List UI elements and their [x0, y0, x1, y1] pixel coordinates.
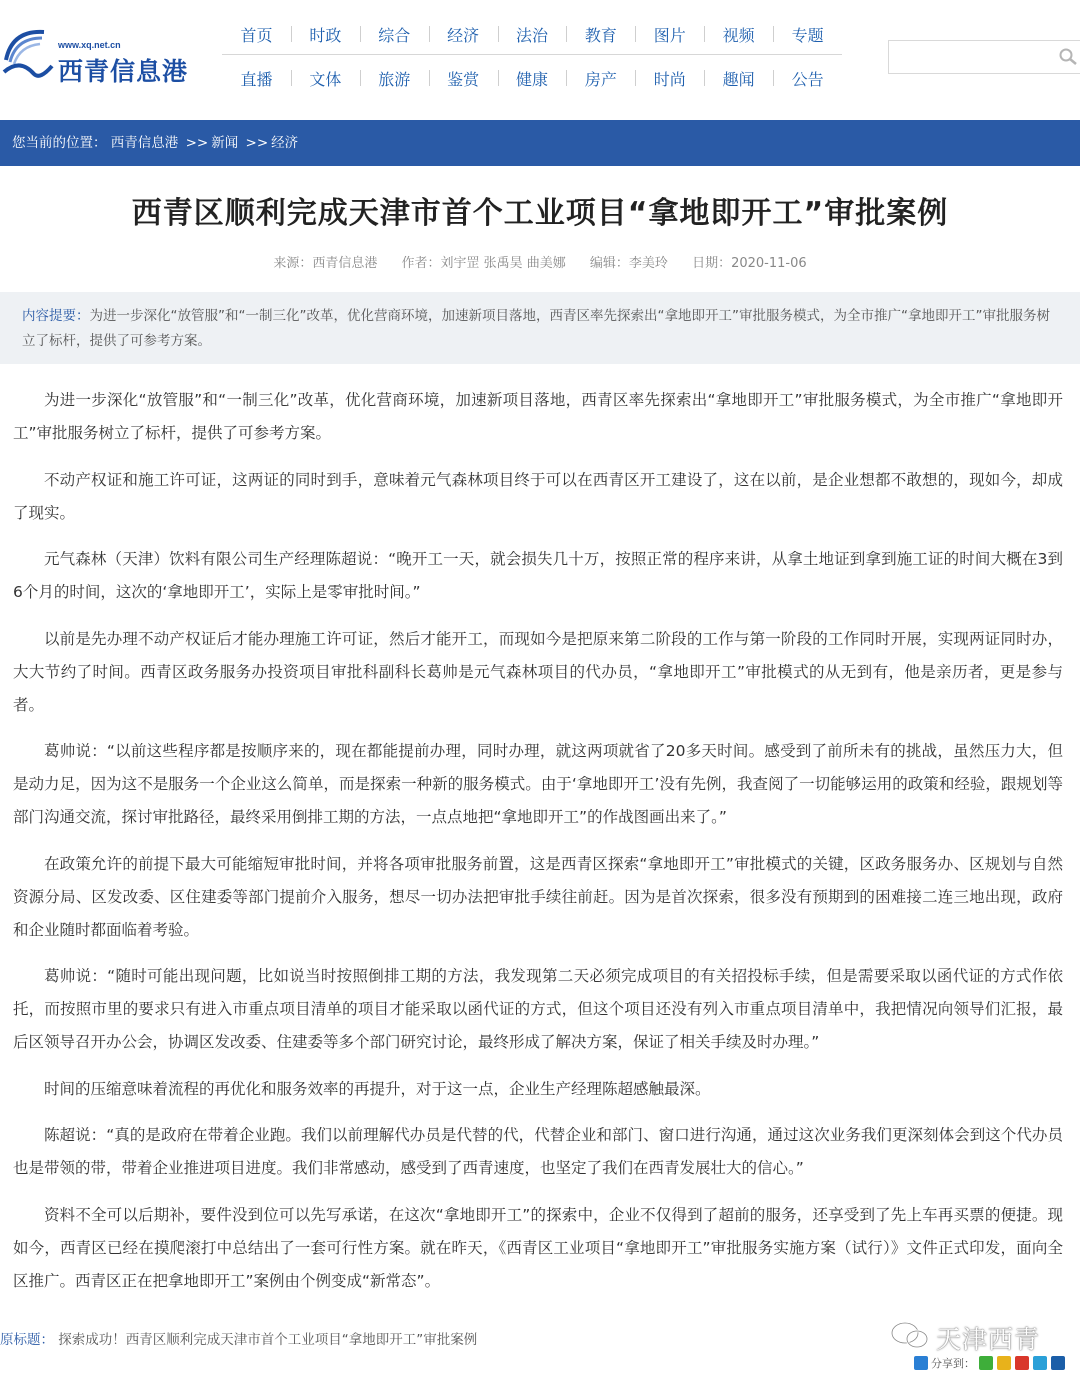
nav-pictures[interactable]: 图片 — [635, 23, 704, 46]
article-paragraph: 资料不全可以后期补，要件没到位可以先写承诺，在这次“拿地即开工”的探索中，企业不仅得到了超前的服务，还享受到了先上车再买票的便捷。现如今，西青区已经在摸爬滚打中总结出了一套可行性方案。就在昨天，《西青区工业项目“拿地即开工”审批服务实施方案（试行）》文件正式印发，面向全区推广。西青区正在把拿地即开工”案例由个例变成“新常态”。 — [13, 1205, 1063, 1290]
weibo-share-icon[interactable] — [1015, 1356, 1029, 1370]
article-paragraph: 以前是先办理不动产权证后才能办理施工许可证，然后才能开工，而现如今是把原来第二阶段的工作与第一阶段的工作同时开展，实现两证同时办，大大节约了时间。西青区政务服务办投资项目审批科副科长葛帅是元气森林项目的代办员，“拿地即开工”审批模式的从无到有，他是亲历者，更是参与者。 — [13, 629, 1063, 714]
article-author: 作者：刘宇罡 张禹昊 曲美娜 — [401, 256, 566, 271]
search-input[interactable] — [889, 41, 1055, 71]
site-header — [0, 0, 1080, 120]
nav-law[interactable]: 法治 — [498, 23, 567, 46]
share-label: 分享到： — [931, 1357, 975, 1370]
article-paragraph: 陈超说：“真的是政府在带着企业跑。我们以前理解代办员是代替的代，代替企业和部门、窗口进行沟通，通过这次业务我们更深刻体会到这个代办员也是带领的带，带着企业推进项目进度。我们非常感动，感受到了西青速度，也坚定了我们在西青发展壮大的信心。” — [13, 1126, 1063, 1177]
logo-name: 西青信息港 — [58, 57, 189, 86]
nav-notices[interactable]: 公告 — [773, 67, 842, 90]
article-summary — [0, 292, 1080, 364]
logo-url: www.xq.net.cn — [58, 40, 121, 50]
breadcrumb-item-home[interactable]: 西青信息港 — [110, 135, 179, 151]
logo-emblem-icon — [0, 22, 60, 82]
nav-video[interactable]: 视频 — [704, 23, 773, 46]
nav-education[interactable]: 教育 — [566, 23, 635, 46]
breadcrumb-item-news[interactable]: 新闻 — [211, 135, 239, 151]
nav-row-1 — [222, 14, 842, 55]
nav-anecdotes[interactable]: 趣闻 — [704, 67, 773, 90]
article-body — [13, 384, 1063, 1311]
wechat-share-icon[interactable] — [979, 1356, 993, 1370]
article-paragraph: 时间的压缩意味着流程的再优化和服务效率的再提升，对于这一点，企业生产经理陈超感触最深。 — [44, 1079, 711, 1098]
original-title-label: 原标题： — [0, 1332, 54, 1348]
watermark-text: 天津西青 — [936, 1325, 1041, 1354]
main-nav — [222, 14, 842, 100]
article-meta — [0, 252, 1080, 271]
breadcrumb-separator: >> — [245, 135, 269, 151]
site-logo[interactable] — [0, 22, 210, 92]
nav-row-2 — [222, 56, 842, 100]
article-paragraph: 葛帅说：“以前这些程序都是按顺序来的，现在都能提前办理，同时办理，就这两项就省了20多天时间。感受到了前所未有的挑战，虽然压力大，但是动力足，因为这不是服务一个企业这么简单，而是探索一种新的服务模式。由于‘拿地即开工’没有先例，我查阅了一切能够运用的政策和经验，跟规划等部门沟通交流，探讨审批路径，最终采用倒排工期的方法，一点点地把“拿地即开工”的作战图画出来了。” — [13, 742, 1063, 826]
nav-culture-sports[interactable]: 文体 — [291, 67, 360, 90]
qzone-share-icon[interactable] — [997, 1356, 1011, 1370]
original-title — [0, 1328, 477, 1348]
article-source: 来源：西青信息港 — [273, 256, 378, 271]
share-bar — [914, 1352, 1065, 1374]
nav-topics[interactable]: 专题 — [773, 23, 842, 46]
search-icon[interactable] — [1058, 47, 1078, 67]
wechat-watermark — [888, 1318, 1078, 1354]
tencent-weibo-share-icon[interactable] — [1033, 1356, 1047, 1370]
article-paragraph: 为进一步深化“放管服”和“一制三化”改革，优化营商环境，加速新项目落地，西青区率先探索出“拿地即开工”审批服务模式，为全市推广“拿地即开工”审批服务树立了标杆，提供了可参考方案。 — [13, 391, 1063, 442]
search-box — [888, 40, 1080, 74]
nav-economy[interactable]: 经济 — [429, 23, 498, 46]
nav-politics[interactable]: 时政 — [291, 23, 360, 46]
article-paragraph: 元气森林（天津）饮料有限公司生产经理陈超说：“晚开工一天，就会损失几十万，按照正常的程序来讲，从拿土地证到拿到施工证的时间大概在3到6个月的时间，这次的‘拿地即开工’，实际上是零审批时间。” — [13, 550, 1063, 601]
article-date: 日期：2020-11-06 — [692, 256, 807, 271]
breadcrumb-item-economy[interactable]: 经济 — [271, 135, 299, 151]
renren-share-icon[interactable] — [1051, 1356, 1065, 1370]
nav-appreciation[interactable]: 鉴赏 — [429, 67, 498, 90]
nav-health[interactable]: 健康 — [498, 67, 567, 90]
article-paragraph: 葛帅说：“随时可能出现问题，比如说当时按照倒排工期的方法，我发现第二天必须完成项目的有关招投标手续，但是需要采取以函代证的方式作依托，而按照市里的要求只有进入市重点项目清单的项目才能采取以函代证的方式，但这个项目还没有列入市重点项目清单中，我把情况向领导们汇报，最后区领导召开办公会，协调区发改委、住建委等多个部门研究讨论，最终形成了解决方案，保证了相关手续及时办理。” — [13, 967, 1063, 1051]
nav-live[interactable]: 直播 — [240, 69, 273, 89]
nav-home[interactable]: 首页 — [240, 25, 273, 45]
original-title-text: 探索成功！西青区顺利完成天津市首个工业项目“拿地即开工”审批案例 — [58, 1332, 478, 1348]
summary-label: 内容提要： — [22, 308, 90, 324]
breadcrumb-prefix: 您当前的位置： — [12, 135, 107, 151]
nav-fashion[interactable]: 时尚 — [635, 67, 704, 90]
breadcrumb — [0, 120, 1080, 166]
nav-general[interactable]: 综合 — [360, 23, 429, 46]
nav-travel[interactable]: 旅游 — [360, 67, 429, 90]
article-paragraph: 不动产权证和施工许可证，这两证的同时到手，意味着元气森林项目终于可以在西青区开工建设了，这在以前，是企业想都不敢想的，现如今，却成了现实。 — [13, 470, 1063, 522]
wechat-icon — [888, 1318, 932, 1352]
article-title: 西青区顺利完成天津市首个工业项目“拿地即开工”审批案例 — [131, 196, 949, 231]
nav-real-estate[interactable]: 房产 — [566, 67, 635, 90]
share-plus-icon[interactable] — [914, 1356, 928, 1370]
breadcrumb-separator: >> — [185, 135, 209, 151]
article-paragraph: 在政策允许的前提下最大可能缩短审批时间，并将各项审批服务前置，这是西青区探索“拿地即开工”审批模式的关键，区政务服务办、区规划与自然资源分局、区发改委、区住建委等部门提前介入服务，想尽一切办法把审批手续往前赶。因为是首次探索，很多没有预期到的困难接二连三地出现，政府和企业随时都面临着考验。 — [13, 854, 1063, 939]
article-editor: 编辑：李美玲 — [589, 256, 668, 271]
summary-text: 为进一步深化“放管服”和“一制三化”改革，优化营商环境，加速新项目落地，西青区率先探索出“拿地即开工”审批服务模式，为全市推广“拿地即开工”审批服务树立了标杆，提供了可参考方案。 — [22, 308, 1050, 349]
